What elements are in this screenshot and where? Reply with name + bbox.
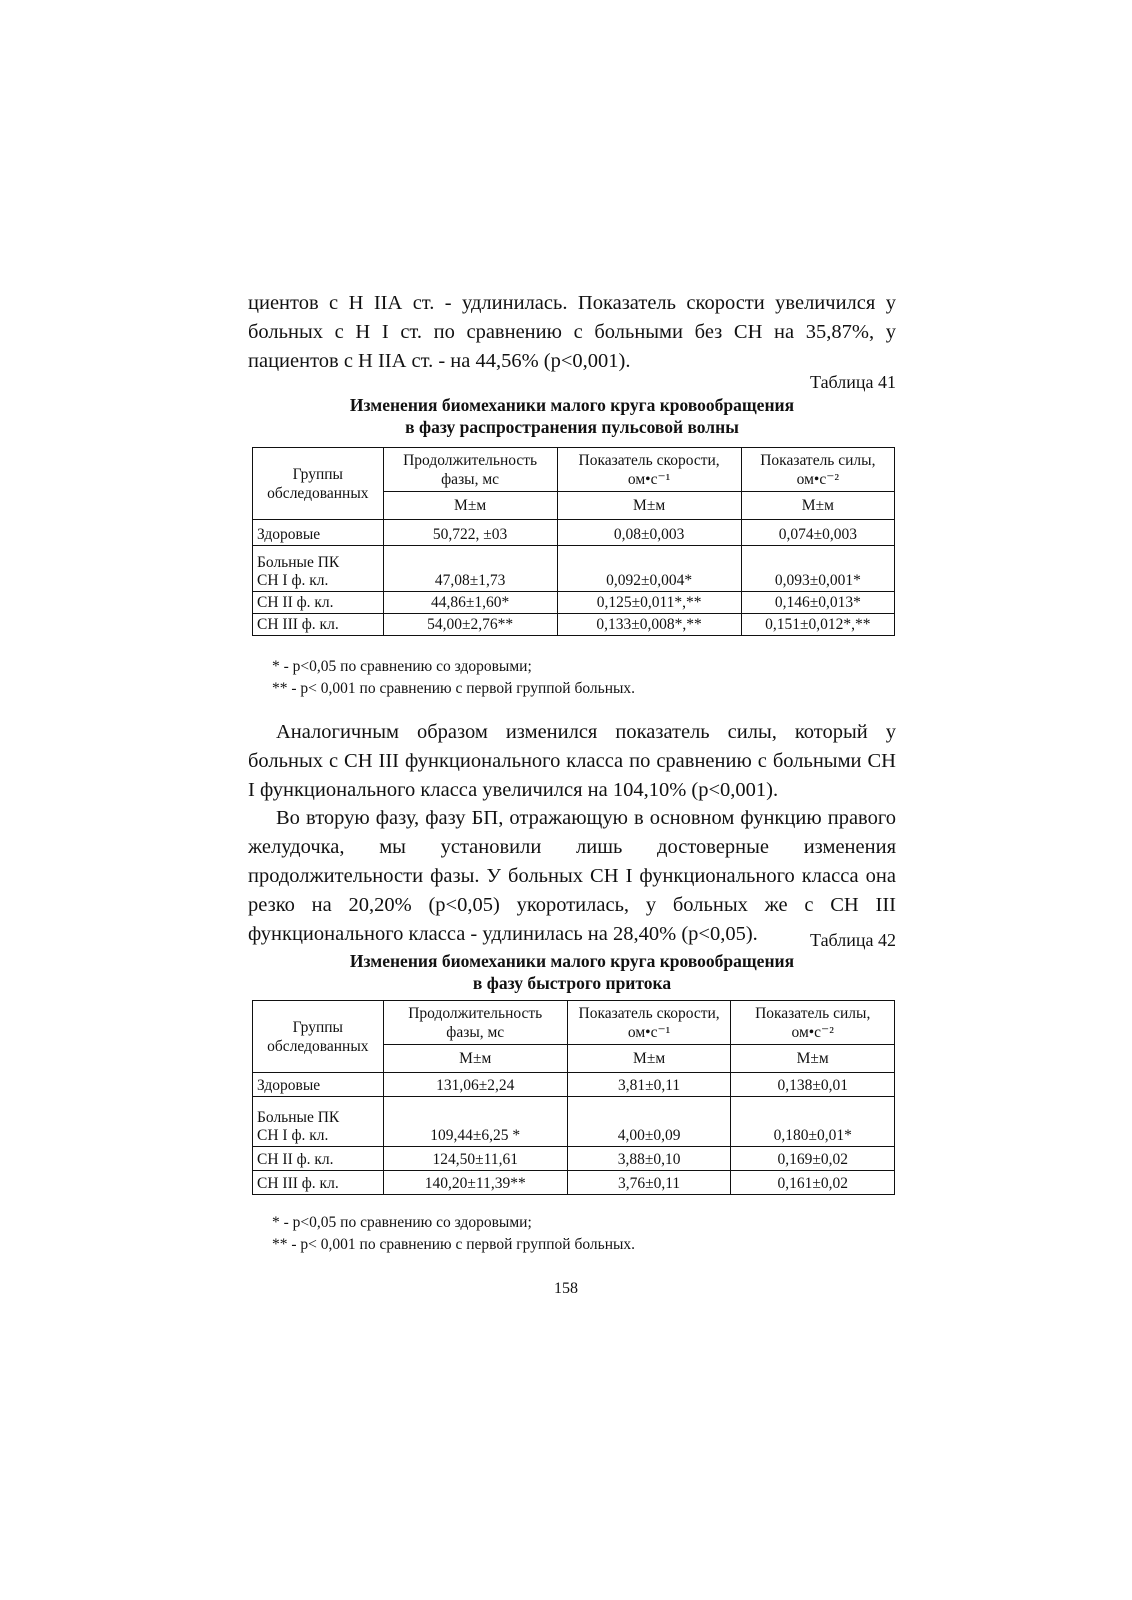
cell-force: 0,138±0,01 <box>731 1073 895 1097</box>
cell-speed: 0,125±0,011*,** <box>557 592 741 614</box>
table-41-header-group: Группы обследованных <box>253 448 384 520</box>
table-42-subheader-2: М±м <box>567 1045 731 1073</box>
table-row <box>253 614 895 636</box>
cell-force: 0,093±0,001* <box>741 546 894 592</box>
cell-speed: 4,00±0,09 <box>567 1097 731 1147</box>
cell-duration: 44,86±1,60* <box>383 592 557 614</box>
table-42-header-force: Показатель силы, ом•с⁻² <box>731 1001 895 1045</box>
table-row <box>253 520 895 546</box>
table-row <box>253 1147 895 1171</box>
row-label-group: Больные ПК <box>257 554 340 571</box>
table-42-number: Таблица 42 <box>810 930 896 950</box>
cell-duration: 140,20±11,39** <box>383 1171 567 1195</box>
row-label: СН II ф. кл. <box>253 592 384 614</box>
table-41 <box>252 447 895 636</box>
table-row <box>253 1171 895 1195</box>
table-41-header-speed: Показатель скорости, ом•с⁻¹ <box>557 448 741 492</box>
table-42-header-group: Группы обследованных <box>253 1001 384 1073</box>
row-label: Здоровые <box>253 1073 384 1097</box>
row-label-class: СН I ф. кл. <box>257 572 329 589</box>
table-42-title-line2: в фазу быстрого притока <box>472 973 672 993</box>
table-42-note-1: * - р<0,05 по сравнению со здоровыми; <box>272 1214 532 1231</box>
cell-force: 0,151±0,012*,** <box>741 614 894 636</box>
cell-duration: 47,08±1,73 <box>383 546 557 592</box>
row-label: СН III ф. кл. <box>253 614 384 636</box>
page-number: 158 <box>554 1280 578 1297</box>
cell-force: 0,161±0,02 <box>731 1171 895 1195</box>
cell-speed: 0,133±0,008*,** <box>557 614 741 636</box>
table-row <box>253 1073 895 1097</box>
table-42-header-speed: Показатель скорости, ом•с⁻¹ <box>567 1001 731 1045</box>
table-42-note-2: ** - р< 0,001 по сравнению с первой группой больных. <box>272 1236 636 1253</box>
paragraph-mid-1: Аналогичным образом изменился показатель силы, который у больных с СН III функционального класса по сравнению с больными СН I функционального класса увеличился на 104,10% (р<0,001). <box>248 721 896 801</box>
cell-duration: 54,00±2,76** <box>383 614 557 636</box>
table-41-note-1: * - р<0,05 по сравнению со здоровыми; <box>272 658 532 675</box>
table-41-note-2: ** - р< 0,001 по сравнению с первой группой больных. <box>272 680 636 697</box>
row-label: СН III ф. кл. <box>253 1171 384 1195</box>
cell-speed: 3,76±0,11 <box>567 1171 731 1195</box>
table-41-title-line1: Изменения биомеханики малого круга кровообращения <box>349 395 795 415</box>
cell-force: 0,146±0,013* <box>741 592 894 614</box>
cell-force: 0,074±0,003 <box>741 520 894 546</box>
cell-speed: 3,88±0,10 <box>567 1147 731 1171</box>
table-41-header-duration: Продолжительность фазы, мс <box>383 448 557 492</box>
row-label <box>253 1097 384 1147</box>
cell-duration: 131,06±2,24 <box>383 1073 567 1097</box>
cell-duration: 50,722, ±03 <box>383 520 557 546</box>
table-42-subheader-1: М±м <box>383 1045 567 1073</box>
table-42-header-duration: Продолжительность фазы, мс <box>383 1001 567 1045</box>
row-label: СН II ф. кл. <box>253 1147 384 1171</box>
table-42 <box>252 1000 895 1195</box>
cell-speed: 0,08±0,003 <box>557 520 741 546</box>
table-41-subheader-2: М±м <box>557 492 741 520</box>
table-41-subheader-3: М±м <box>741 492 894 520</box>
table-41-subheader-1: М±м <box>383 492 557 520</box>
cell-duration: 124,50±11,61 <box>383 1147 567 1171</box>
cell-force: 0,169±0,02 <box>731 1147 895 1171</box>
cell-duration: 109,44±6,25 * <box>383 1097 567 1147</box>
table-41-title-line2: в фазу распространения пульсовой волны <box>405 417 739 437</box>
cell-force: 0,180±0,01* <box>731 1097 895 1147</box>
table-row <box>253 1097 895 1147</box>
row-label-class: СН I ф. кл. <box>257 1127 329 1144</box>
cell-speed: 3,81±0,11 <box>567 1073 731 1097</box>
row-label: Здоровые <box>253 520 384 546</box>
row-label <box>253 546 384 592</box>
table-row <box>253 546 895 592</box>
cell-speed: 0,092±0,004* <box>557 546 741 592</box>
table-row <box>253 592 895 614</box>
paragraph-top: циентов с Н IIА ст. - удлинилась. Показатель скорости увеличился у больных с Н I ст. по сравнению с больными без СН на 35,87%, у пациентов с Н IIА ст. - на 44,56% (р<0,001). <box>248 292 896 372</box>
table-42-title-line1: Изменения биомеханики малого круга кровообращения <box>349 951 795 971</box>
row-label-group: Больные ПК <box>257 1109 340 1126</box>
paragraph-mid-2: Во вторую фазу, фазу БП, отражающую в основном функцию правого желудочка, мы установили лишь достоверные изменения продолжительности фазы. У больных СН I функционального класса она резко на 20,20% (р<0,05) укоротилась, у больных же с СН III функционального класса - удлинилась на 28,40% (р<0,05). <box>248 807 896 945</box>
table-41-number: Таблица 41 <box>810 372 896 392</box>
table-42-subheader-3: М±м <box>731 1045 895 1073</box>
table-41-header-force: Показатель силы, ом•с⁻² <box>741 448 894 492</box>
